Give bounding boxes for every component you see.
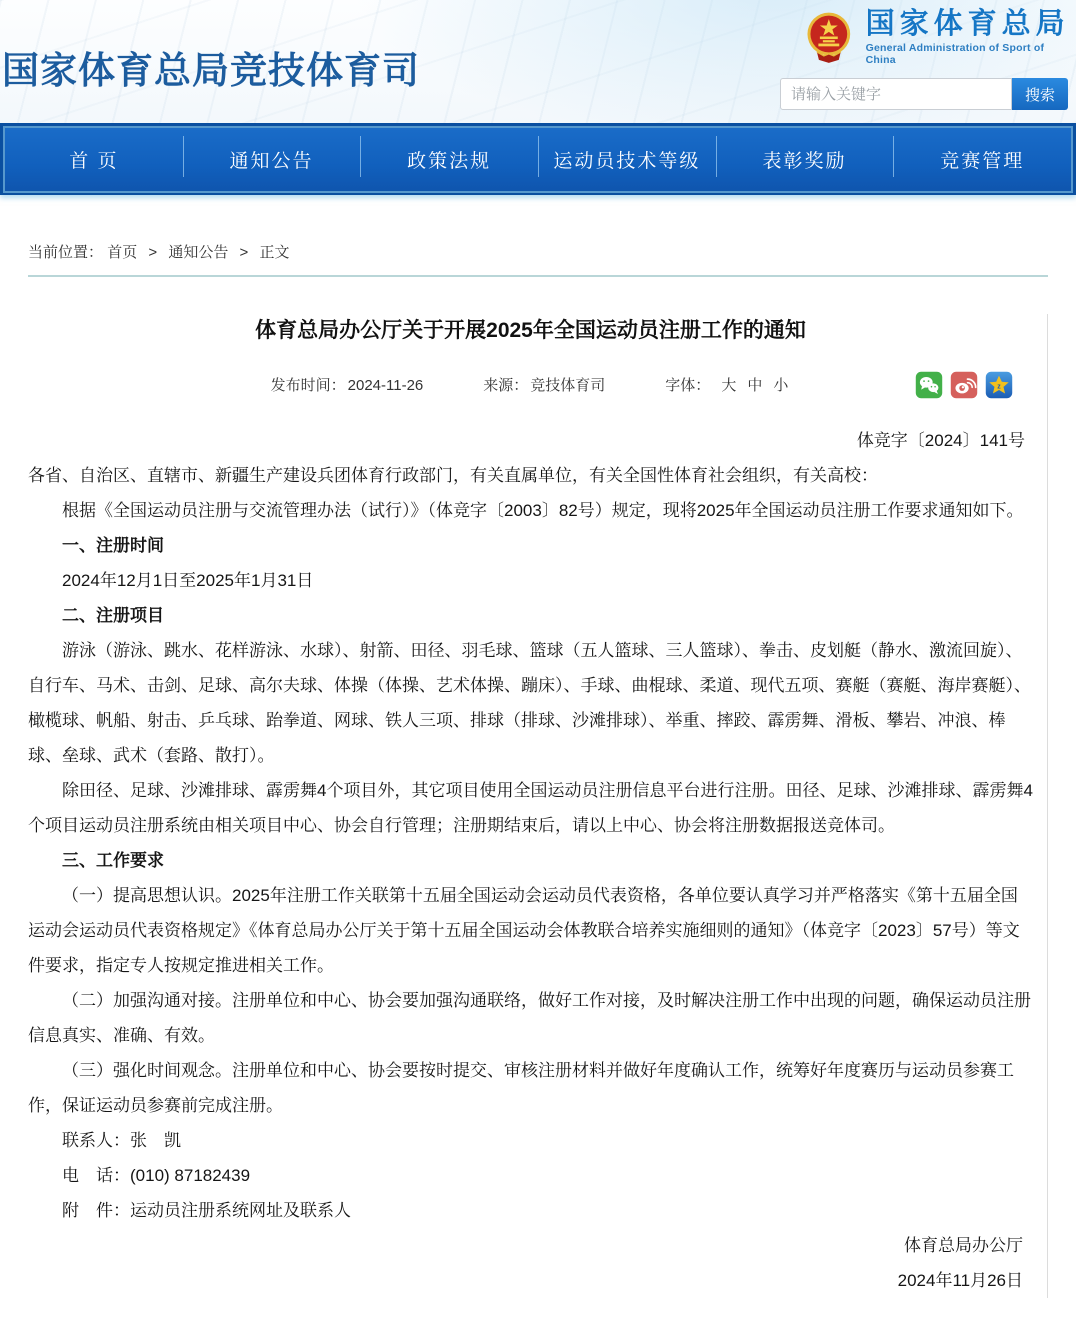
breadcrumb-current: 正文 — [259, 244, 290, 261]
attachment-line: 附 件：运动员注册系统网址及联系人 — [62, 1201, 351, 1220]
nav-item-athlete-grades[interactable]: 运动员技术等级 — [538, 128, 716, 191]
nav-item-awards[interactable]: 表彰奖励 — [716, 128, 894, 191]
contact-phone: 电 话：(010) 87182439 — [62, 1166, 251, 1185]
search-button[interactable]: 搜索 — [1012, 78, 1068, 110]
requirement-1: （一）提高思想认识。2025年注册工作关联第十五届全国运动会运动员代表资格，各单位要认真学习并严格落实《第十五届全国运动会运动员代表资格规定》《体育总局办公厅关于第十五届全国运动会体教联合培养实施细则的通知》（体竞字〔2023〕57号）等文件要求，指定专人按规定推进相关工作。 — [28, 886, 1020, 975]
breadcrumb-home[interactable]: 首页 — [107, 244, 138, 261]
article-source: 来源： 竞技体育司 — [483, 377, 606, 394]
page-title: 体育总局办公厅关于开展2025年全国运动员注册工作的通知 — [255, 319, 806, 342]
weibo-share-icon[interactable] — [950, 371, 978, 399]
site-header — [0, 0, 1076, 123]
nav-item-notices[interactable]: 通知公告 — [183, 128, 361, 191]
breadcrumb-divider — [28, 275, 1048, 277]
section-1-heading: 一、注册时间 — [62, 536, 164, 555]
font-size-small[interactable]: 小 — [773, 377, 789, 394]
article — [0, 314, 1076, 1298]
nav-item-competition-mgmt[interactable]: 竞赛管理 — [893, 128, 1071, 191]
department-title: 国家体育总局竞技体育司 — [2, 50, 420, 91]
org-name-en: General Administration of Sport of China — [865, 42, 1045, 66]
intro-paragraph: 根据《全国运动员注册与交流管理办法（试行）》（体竞字〔2003〕82号）规定，现将2025年全国运动员注册工作要求通知如下。 — [62, 501, 1024, 520]
site-logo[interactable] — [802, 8, 1076, 66]
addressees: 各省、自治区、直辖市、新疆生产建设兵团体育行政部门，有关直属单位，有关全国性体育社会组织，有关高校： — [28, 466, 878, 485]
font-size-large[interactable]: 大 — [721, 377, 737, 394]
nav-item-policies[interactable]: 政策法规 — [360, 128, 538, 191]
breadcrumb-notices[interactable]: 通知公告 — [168, 244, 229, 261]
share-buttons — [915, 371, 1013, 399]
publish-time: 发布时间： 2024-11-26 — [270, 377, 424, 394]
section-3-heading: 三、工作要求 — [62, 851, 164, 870]
wechat-share-icon[interactable] — [915, 371, 943, 399]
contact-person: 联系人：张 凯 — [62, 1131, 181, 1150]
main-nav-bar — [0, 123, 1076, 195]
breadcrumb — [0, 195, 1076, 262]
signature-org: 体育总局办公厅 — [904, 1236, 1023, 1255]
svg-text:z: z — [997, 383, 1001, 391]
sports-list: 游泳（游泳、跳水、花样游泳、水球）、射箭、田径、羽毛球、篮球（五人篮球、三人篮球）、拳击、皮划艇（静水、激流回旋）、自行车、马术、击剑、足球、高尔夫球、体操（体操、艺术体操、蹦床）、手球、曲棍球、柔道、现代五项、赛艇（赛艇、海岸赛艇）、橄榄球、帆船、射击、乒乓球、跆拳道、网球、铁人三项、排球（排球、沙滩排球）、举重、摔跤、霹雳舞、滑板、攀岩、冲浪、棒球、垒球、武术（套路、散打）。 — [28, 641, 1031, 765]
requirement-3: （三）强化时间观念。注册单位和中心、协会要按时提交、审核注册材料并做好年度确认工作，统筹好年度赛历与运动员参赛工作，保证运动员参赛前完成注册。 — [28, 1061, 1014, 1115]
article-body — [28, 423, 1033, 1298]
qzone-share-icon[interactable] — [985, 371, 1013, 399]
national-emblem-icon — [802, 9, 856, 65]
nav-item-home[interactable]: 首 页 — [69, 151, 119, 172]
doc-number: 体竞字〔2024〕141号 — [856, 431, 1025, 450]
breadcrumb-separator: > — [239, 244, 249, 261]
requirement-2: （二）加强沟通对接。注册单位和中心、协会要加强沟通联络，做好工作对接，及时解决注册工作中出现的问题，确保运动员注册信息真实、准确、有效。 — [28, 991, 1031, 1045]
search-input[interactable] — [780, 78, 1012, 110]
org-name-cn: 国家体育总局 — [865, 8, 1070, 40]
font-size-control: 字体： 大 中 小 — [665, 377, 789, 394]
platform-note: 除田径、足球、沙滩排球、霹雳舞4个项目外，其它项目使用全国运动员注册信息平台进行注册。田径、足球、沙滩排球、霹雳舞4个项目运动员注册系统由相关项目中心、协会自行管理；注册期结束后，请以上中心、协会将注册数据报送竞体司。 — [28, 781, 1033, 835]
font-size-medium[interactable]: 中 — [747, 377, 763, 394]
registration-period: 2024年12月1日至2025年1月31日 — [62, 571, 314, 590]
breadcrumb-separator: > — [148, 244, 158, 261]
section-2-heading: 二、注册项目 — [62, 606, 164, 625]
site-search — [780, 78, 1072, 110]
breadcrumb-label: 当前位置： — [28, 244, 104, 261]
signature-date: 2024年11月26日 — [897, 1271, 1023, 1290]
article-meta — [28, 371, 1033, 401]
